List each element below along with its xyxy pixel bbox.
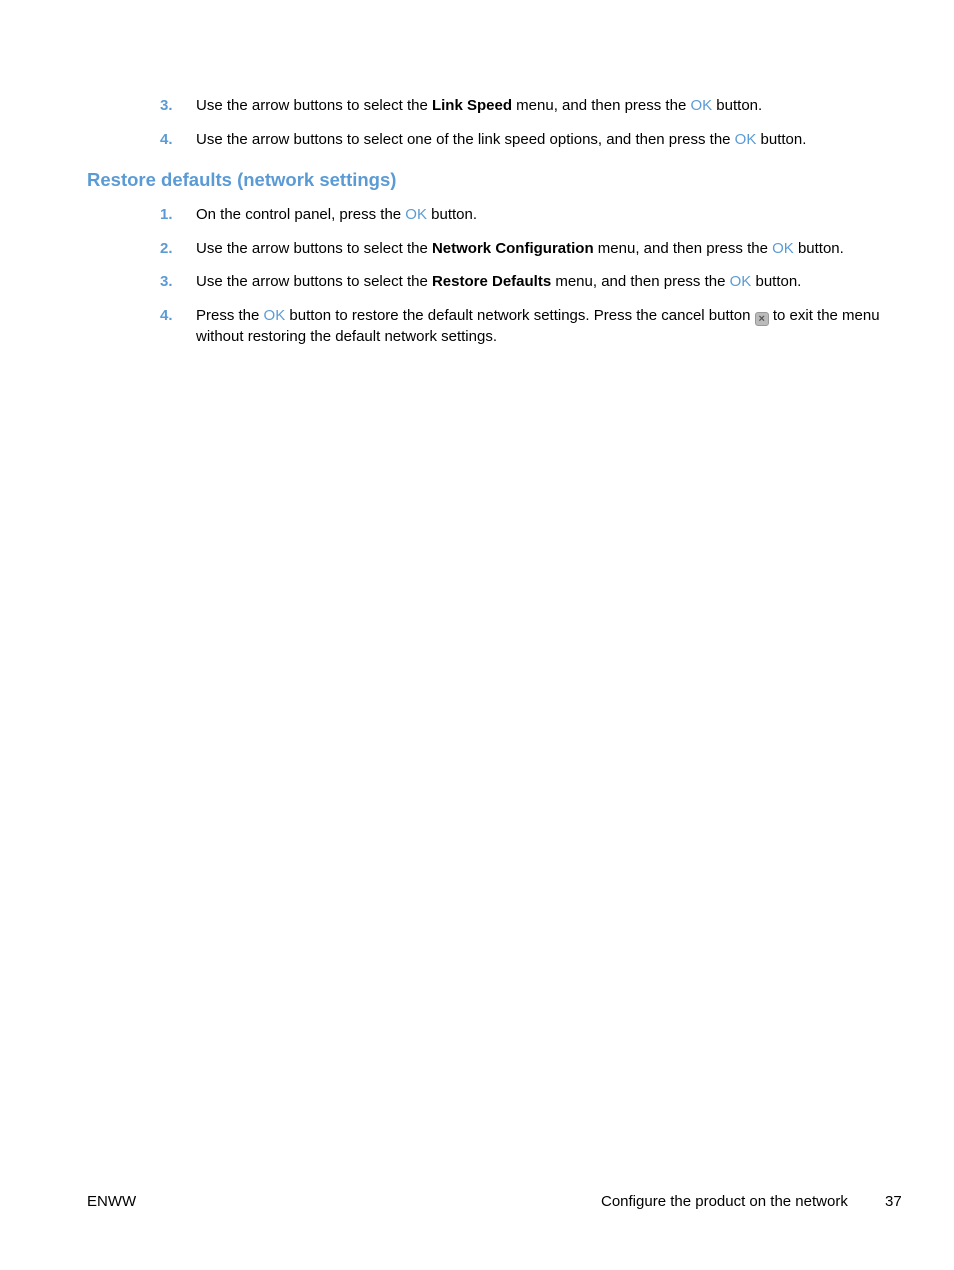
step-text: Use the arrow buttons to select the [196, 273, 432, 290]
step-number: 4. [160, 131, 173, 148]
ok-button-ref: OK [772, 240, 794, 257]
menu-name: Network Configuration [431, 240, 594, 257]
section-heading: Restore defaults (network settings) [87, 169, 397, 190]
step-text: button. [751, 273, 802, 290]
list-item [160, 305, 890, 347]
list-item [160, 204, 890, 225]
list-item [160, 271, 890, 292]
step-text: to exit the menu without restoring the default network settings. [196, 307, 880, 345]
footer-section: Configure the product on the network [601, 1193, 848, 1210]
step-text: On the control panel, press the [196, 206, 406, 223]
step-text: button to restore the default network settings. Press the cancel button [285, 307, 755, 324]
step-text: menu, and then press the [551, 273, 730, 290]
list-item [160, 129, 890, 150]
step-number: 4. [160, 307, 173, 324]
step-text: button. [426, 206, 478, 223]
menu-name: Restore Defaults [431, 273, 552, 290]
ok-button-ref: OK [690, 97, 713, 114]
footer-left: ENWW [87, 1193, 137, 1210]
list-item [160, 95, 890, 116]
step-number: 3. [160, 273, 173, 290]
step-number: 1. [160, 206, 173, 223]
ok-button-ref: OK [263, 307, 286, 324]
list-item [160, 238, 890, 259]
step-text: button. [756, 131, 807, 148]
ok-button-ref: OK [734, 131, 757, 148]
step-text: Use the arrow buttons to select the [196, 240, 432, 257]
ok-button-ref: OK [729, 273, 752, 290]
step-text: button. [712, 97, 763, 114]
step-text: Press the [196, 307, 264, 324]
page-number: 37 [885, 1193, 902, 1210]
cancel-icon: × [755, 312, 769, 326]
step-text: button. [793, 240, 844, 257]
step-number: 2. [160, 240, 173, 257]
step-text: Use the arrow buttons to select one of the link speed options, and then press the [196, 131, 735, 148]
menu-name: Link Speed [431, 97, 512, 114]
step-number: 3. [160, 97, 173, 114]
step-text: menu, and then press the [512, 97, 691, 114]
ok-button-ref: OK [405, 206, 427, 223]
step-text: Use the arrow buttons to select the [196, 97, 432, 114]
step-text: menu, and then press the [593, 240, 773, 257]
